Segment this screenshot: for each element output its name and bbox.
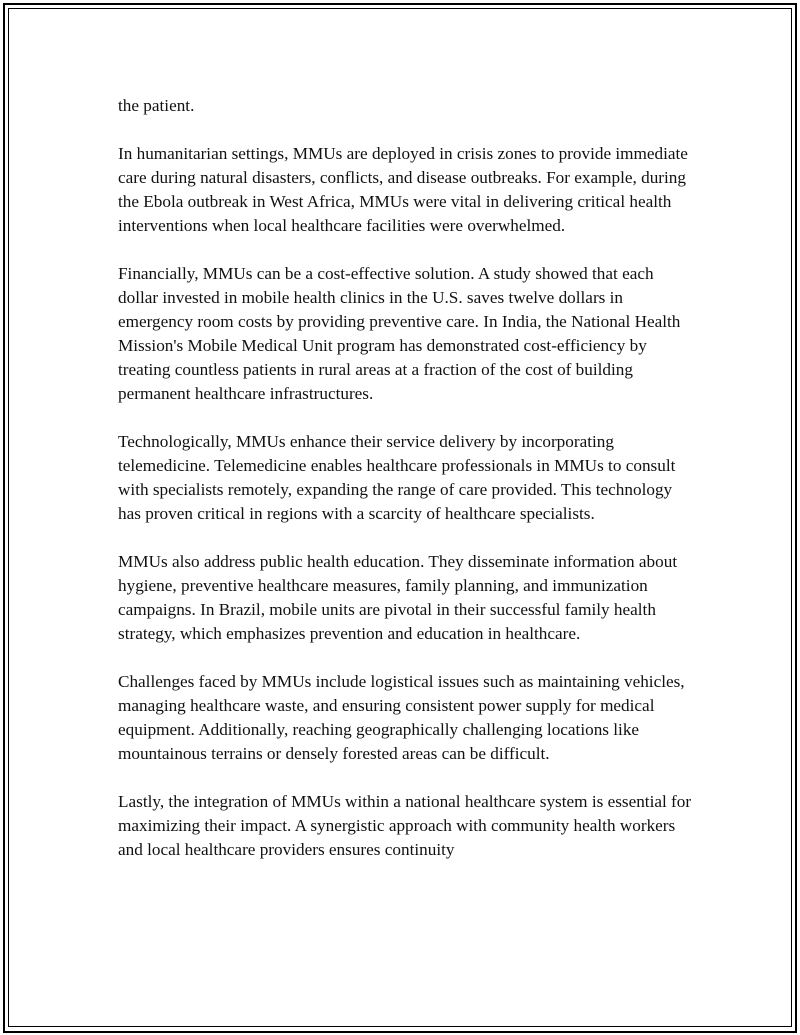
paragraph-financial: Financially, MMUs can be a cost-effective solution. A study showed that each dollar invested in mobile health clinics in the U.S. saves twelve dollars in emergency room costs by providing preventive care. In India, the National Health Mission's Mobile Medical Unit program has demonstrated cost-efficiency by treating countless patients in rural areas at a fraction of the cost of building permanent healthcare infrastructures. — [118, 264, 681, 403]
paragraph-continuation: the patient. — [118, 96, 195, 115]
document-body — [118, 94, 693, 886]
paragraph-integration: Lastly, the integration of MMUs within a national healthcare system is essential for maximizing their impact. A synergistic approach with community health workers and local healthcare providers ensures continuity — [118, 792, 692, 859]
paragraph-humanitarian: In humanitarian settings, MMUs are deployed in crisis zones to provide immediate care during natural disasters, conflicts, and disease outbreaks. For example, during the Ebola outbreak in West Africa, MMUs were vital in delivering critical health interventions when local healthcare facilities were overwhelmed. — [118, 144, 688, 235]
paragraph-technological: Technologically, MMUs enhance their service delivery by incorporating telemedicine. Telemedicine enables healthcare professionals in MMUs to consult with specialists remotely, expanding the range of care provided. This technology has proven critical in regions with a scarcity of healthcare specialists. — [118, 432, 676, 523]
paragraph-challenges: Challenges faced by MMUs include logistical issues such as maintaining vehicles, managing healthcare waste, and ensuring consistent power supply for medical equipment. Additionally, reaching geographically challenging locations like mountainous terrains or densely forested areas can be difficult. — [118, 672, 685, 763]
paragraph-health-education: MMUs also address public health education. They disseminate information about hygiene, preventive healthcare measures, family planning, and immunization campaigns. In Brazil, mobile units are pivotal in their successful family health strategy, which emphasizes prevention and education in healthcare. — [118, 552, 678, 643]
